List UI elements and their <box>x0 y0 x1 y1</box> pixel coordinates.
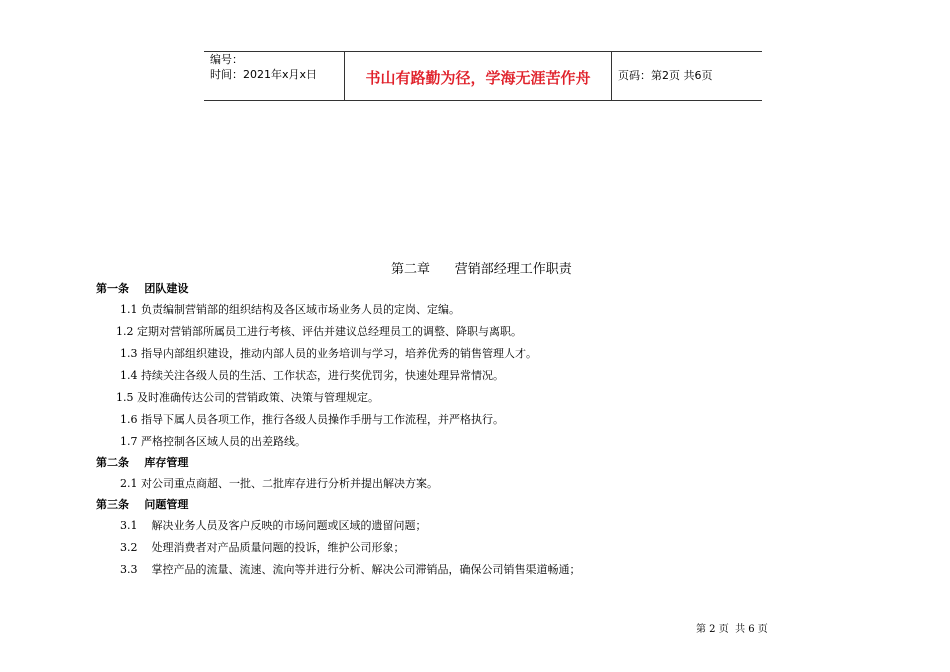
article-item: 1.2 定期对营销部所属员工进行考核、评估并建议总经理员工的调整、降职与离职。 <box>116 325 522 338</box>
chapter-title: 第二章 营销部经理工作职责 <box>391 262 572 277</box>
article-item: 1.1 负责编制营销部的组织结构及各区域市场业务人员的定岗、定编。 <box>120 303 460 316</box>
article-item: 3.1 解决业务人员及客户反映的市场问题或区域的遗留问题； <box>120 519 427 532</box>
header-info-cell <box>204 52 344 100</box>
document-header <box>204 51 762 101</box>
header-motto-cell <box>344 52 612 100</box>
header-motto: 书山有路勤为径，学海无涯苦作舟 <box>365 69 591 87</box>
article-item: 3.3 掌控产品的流量、流速、流向等并进行分析、解决公司滞销品，确保公司销售渠道畅通； <box>120 563 581 576</box>
document-date-label: 时间：2021年x月x日 <box>210 68 318 81</box>
header-page-cell <box>612 52 762 100</box>
page-footer: 第 2 页 共 6 页 <box>696 624 768 635</box>
article-heading: 第三条 问题管理 <box>96 498 189 511</box>
article-item: 1.3 指导内部组织建设，推动内部人员的业务培训与学习，培养优秀的销售管理人才。 <box>120 347 537 360</box>
document-number-label: 编号： <box>210 53 243 66</box>
article-item: 1.6 指导下属人员各项工作，推行各级人员操作手册与工作流程，并严格执行。 <box>120 413 504 426</box>
article-item: 3.2 处理消费者对产品质量问题的投诉，维护公司形象； <box>120 541 405 554</box>
article-item: 2.1 对公司重点商超、一批、二批库存进行分析并提出解决方案。 <box>120 477 438 490</box>
article-item: 1.4 持续关注各级人员的生活、工作状态，进行奖优罚劣，快速处理异常情况。 <box>120 369 504 382</box>
article-heading: 第二条 库存管理 <box>96 456 189 469</box>
article-heading: 第一条 团队建设 <box>96 282 189 295</box>
header-page-label: 页码：第2页 共6页 <box>618 69 713 82</box>
article-item: 1.7 严格控制各区域人员的出差路线。 <box>120 435 306 448</box>
article-item: 1.5 及时准确传达公司的营销政策、决策与管理规定。 <box>116 391 379 404</box>
